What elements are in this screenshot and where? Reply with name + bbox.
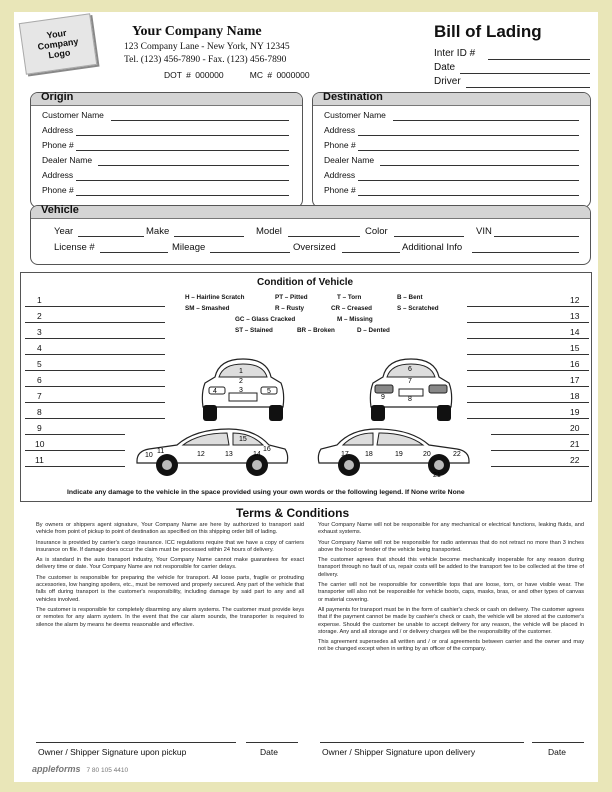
side-label: 15 (239, 436, 247, 443)
origin-dealer-name-field[interactable]: Dealer Name (42, 155, 93, 165)
appleforms-brand (32, 764, 128, 774)
damage-line-number: 7 (37, 391, 42, 401)
destination-title: Destination (323, 91, 383, 103)
legend-item: ST – Stained (235, 327, 273, 334)
driver-field[interactable]: Driver (434, 76, 461, 87)
car-front-view-diagram (197, 353, 289, 425)
terms-left-column (36, 522, 304, 632)
terms-paragraph: The customer is responsible for completely disarming any alarm systems. The customer must provide keys or remotes for any alarm system. In the event that the car alarm sounds, the transporter is required to silence the alarm by means he deems reasonable and effective. (36, 606, 304, 628)
date-field[interactable]: Date (434, 62, 456, 73)
damage-line-number: 1 (37, 295, 42, 305)
rear-label: 6 (408, 366, 412, 373)
destination-dealer-phone-field[interactable]: Phone # (324, 185, 356, 195)
vehicle-title: Vehicle (41, 204, 79, 216)
legend-item: H – Hairline Scratch (185, 294, 245, 301)
origin-title: Origin (41, 91, 74, 103)
pickup-date-label: Date (260, 747, 278, 757)
vehicle-panel (30, 205, 591, 265)
side-label: 16 (263, 446, 271, 453)
rear-label: 7 (408, 378, 412, 385)
car-right-side-diagram (315, 423, 473, 479)
delivery-signature-line[interactable] (320, 742, 524, 743)
brand-name: appleforms (32, 764, 81, 774)
side-label: 19 (395, 451, 403, 458)
rear-label: 9 (381, 394, 385, 401)
year-field[interactable]: Year (54, 226, 74, 237)
dot-mc-numbers (164, 70, 310, 80)
destination-dealer-name-field[interactable]: Dealer Name (324, 155, 375, 165)
destination-phone-field[interactable]: Phone # (324, 140, 356, 150)
make-field[interactable]: Make (146, 226, 170, 237)
color-field[interactable]: Color (365, 226, 388, 237)
damage-line-number: 4 (37, 343, 42, 353)
terms-paragraph: As is standard in the auto transport industry, Your Company Name cannot make guarantees for exact delivery time or date. Your Company Name are not responsible for carrier delays. (36, 557, 304, 571)
mileage-field[interactable]: Mileage (172, 242, 206, 253)
damage-line-number: 12 (570, 295, 580, 305)
license-field[interactable]: License # (54, 242, 95, 253)
damage-line-number: 9 (37, 423, 42, 433)
side-label: 18 (365, 451, 373, 458)
delivery-date-label: Date (548, 747, 566, 757)
document-title: Bill of Lading (434, 22, 542, 41)
damage-line-number: 3 (37, 327, 42, 337)
side-label: 21 (433, 472, 441, 479)
condition-title: Condition of Vehicle (257, 277, 354, 288)
legend-item: BR – Broken (297, 327, 335, 334)
pickup-signature-label: Owner / Shipper Signature upon pickup (38, 747, 187, 757)
damage-line-number: 20 (570, 423, 580, 433)
company-logo-placeholder: Your Company Logo (19, 13, 98, 75)
legend-item: PT – Pitted (275, 294, 308, 301)
front-label: 5 (267, 388, 271, 395)
legend-item: T – Torn (337, 294, 362, 301)
side-label: 12 (197, 451, 205, 458)
condition-of-vehicle-box (20, 272, 592, 502)
legend-item: B – Bent (397, 294, 423, 301)
damage-line-number: 22 (570, 455, 580, 465)
form-code: 7 80 105 4410 (86, 767, 129, 774)
legend-item: D – Dented (357, 327, 390, 334)
destination-dealer-address-field[interactable]: Address (324, 170, 356, 180)
damage-line-number: 5 (37, 359, 42, 369)
model-field[interactable]: Model (256, 226, 282, 237)
origin-address-field[interactable]: Address (42, 125, 74, 135)
dot-number: DOT # 000000 (164, 70, 224, 80)
terms-paragraph: By owners or shippers agent signature, Your Company Name are here by authorized to transport said vehicle from point of pickup to point of destination as specified on this shipping order bill of lading. (36, 522, 304, 536)
pickup-signature-line[interactable] (36, 742, 236, 743)
side-label: 10 (145, 452, 153, 459)
side-label: 11 (157, 448, 165, 455)
additional-info-field[interactable]: Additional Info (402, 242, 463, 253)
vin-field[interactable]: VIN (476, 226, 492, 237)
inter-id-field[interactable]: Inter ID # (434, 48, 476, 59)
terms-paragraph: The carrier will not be responsible for convertible tops that are loose, torn, or have visible wear. The transporter will also not be responsible for vehicle boots, caps, masks, bras, or and other types of canvas or material covering. (318, 582, 584, 603)
front-label: 1 (239, 368, 243, 375)
pickup-date-line[interactable] (246, 742, 298, 743)
origin-dealer-address-field[interactable]: Address (42, 170, 74, 180)
legend-item: SM – Smashed (185, 305, 230, 312)
delivery-signature-label: Owner / Shipper Signature upon delivery (322, 747, 476, 757)
damage-line-number: 18 (570, 391, 580, 401)
origin-customer-name-field[interactable]: Customer Name (42, 110, 104, 120)
damage-line-number: 11 (35, 455, 44, 465)
damage-line-number: 19 (570, 407, 580, 417)
bill-of-lading-form (14, 12, 598, 782)
terms-paragraph: The customer is responsible for preparing the vehicle for transport. All loose parts, fragile or protruding accessories, low hanging spoilers, etc., must be removed and properly secured. Any part of the vehicle that falls off during transport is the customer's responsibility, including damage by said part to any and all vehicles involved. (36, 574, 304, 603)
damage-line-number: 21 (570, 439, 580, 449)
damage-line-number: 10 (35, 439, 45, 449)
damage-line-number: 14 (570, 327, 580, 337)
terms-right-column (318, 522, 584, 657)
destination-address-field[interactable]: Address (324, 125, 356, 135)
terms-paragraph: All payments for transport must be in the form of cashier's check or cash on delivery. The customer agrees that if the payment cannot be made by cashier's check or cash, the vehicle will be stored at the customer's expense. Should the customer be unable to accept delivery for any reason, the vehicle will be placed in storage. Any and all storage and / or delivery charges will be the responsibility of the customer. (318, 606, 584, 635)
damage-line-number: 8 (37, 407, 42, 417)
side-label: 14 (253, 451, 261, 458)
mc-number: MC # 0000000 (249, 70, 310, 80)
front-label: 3 (239, 387, 243, 394)
damage-line-number: 2 (37, 311, 42, 321)
damage-line-number: 16 (570, 359, 580, 369)
legend-item: M – Missing (337, 316, 373, 323)
side-label: 17 (341, 451, 349, 458)
damage-line-number: 17 (570, 375, 580, 385)
origin-dealer-phone-field[interactable]: Phone # (42, 185, 74, 195)
terms-paragraph: Your Company Name will not be responsible for any mechanical or electrical functions, leaking fluids, and exhaust systems. (318, 522, 584, 536)
terms-title: Terms & Conditions (236, 506, 350, 520)
damage-line-number: 15 (570, 343, 580, 353)
terms-paragraph: Insurance is provided by carrier's cargo insurance. ICC regulations require that we have a copy of carriers insurance on file. If damage does occur the claim must be processed within 24 hours of delivery. (36, 539, 304, 553)
rear-label: 8 (408, 396, 412, 403)
front-label: 2 (239, 378, 243, 385)
terms-paragraph: Your Company Name will not be responsible for radio antennas that do not retract no more than 3 inches above the hood or fender of the vehicle being transported. (318, 539, 584, 553)
destination-customer-name-field[interactable]: Customer Name (324, 110, 386, 120)
damage-instruction: Indicate any damage to the vehicle in the space provided using your own words or the following legend. If None write None (67, 489, 465, 496)
legend-item: GC – Glass Cracked (235, 316, 296, 323)
side-label: 20 (423, 451, 431, 458)
company-name: Your Company Name (132, 24, 262, 39)
oversized-field[interactable]: Oversized (293, 242, 336, 253)
side-label: 22 (453, 451, 461, 458)
terms-paragraph: The customer agrees that should this vehicle become mechanically inoperable for any reason during transport through no fault of us, repair costs will be added to the transport fee to be collected at the time of delivery. (318, 557, 584, 578)
side-label: 13 (225, 451, 233, 458)
delivery-date-line[interactable] (532, 742, 584, 743)
legend-item: R – Rusty (275, 305, 305, 312)
car-left-side-diagram (133, 423, 291, 479)
damage-line-number: 6 (37, 375, 42, 385)
front-label: 4 (213, 388, 217, 395)
legend-item: S – Scratched (397, 305, 439, 312)
terms-paragraph: This agreement supersedes all written and / or oral agreements between carrier and the owner and may not be changed except when in writing by an officer of the company. (318, 639, 584, 653)
car-rear-view-diagram (365, 353, 457, 425)
origin-phone-field[interactable]: Phone # (42, 140, 74, 150)
damage-line-number: 13 (570, 311, 580, 321)
legend-item: CR – Creased (331, 305, 372, 312)
company-address: 123 Company Lane - New York, NY 12345 Tel. (123) 456-7890 - Fax. (123) 456-7890 (124, 42, 290, 65)
